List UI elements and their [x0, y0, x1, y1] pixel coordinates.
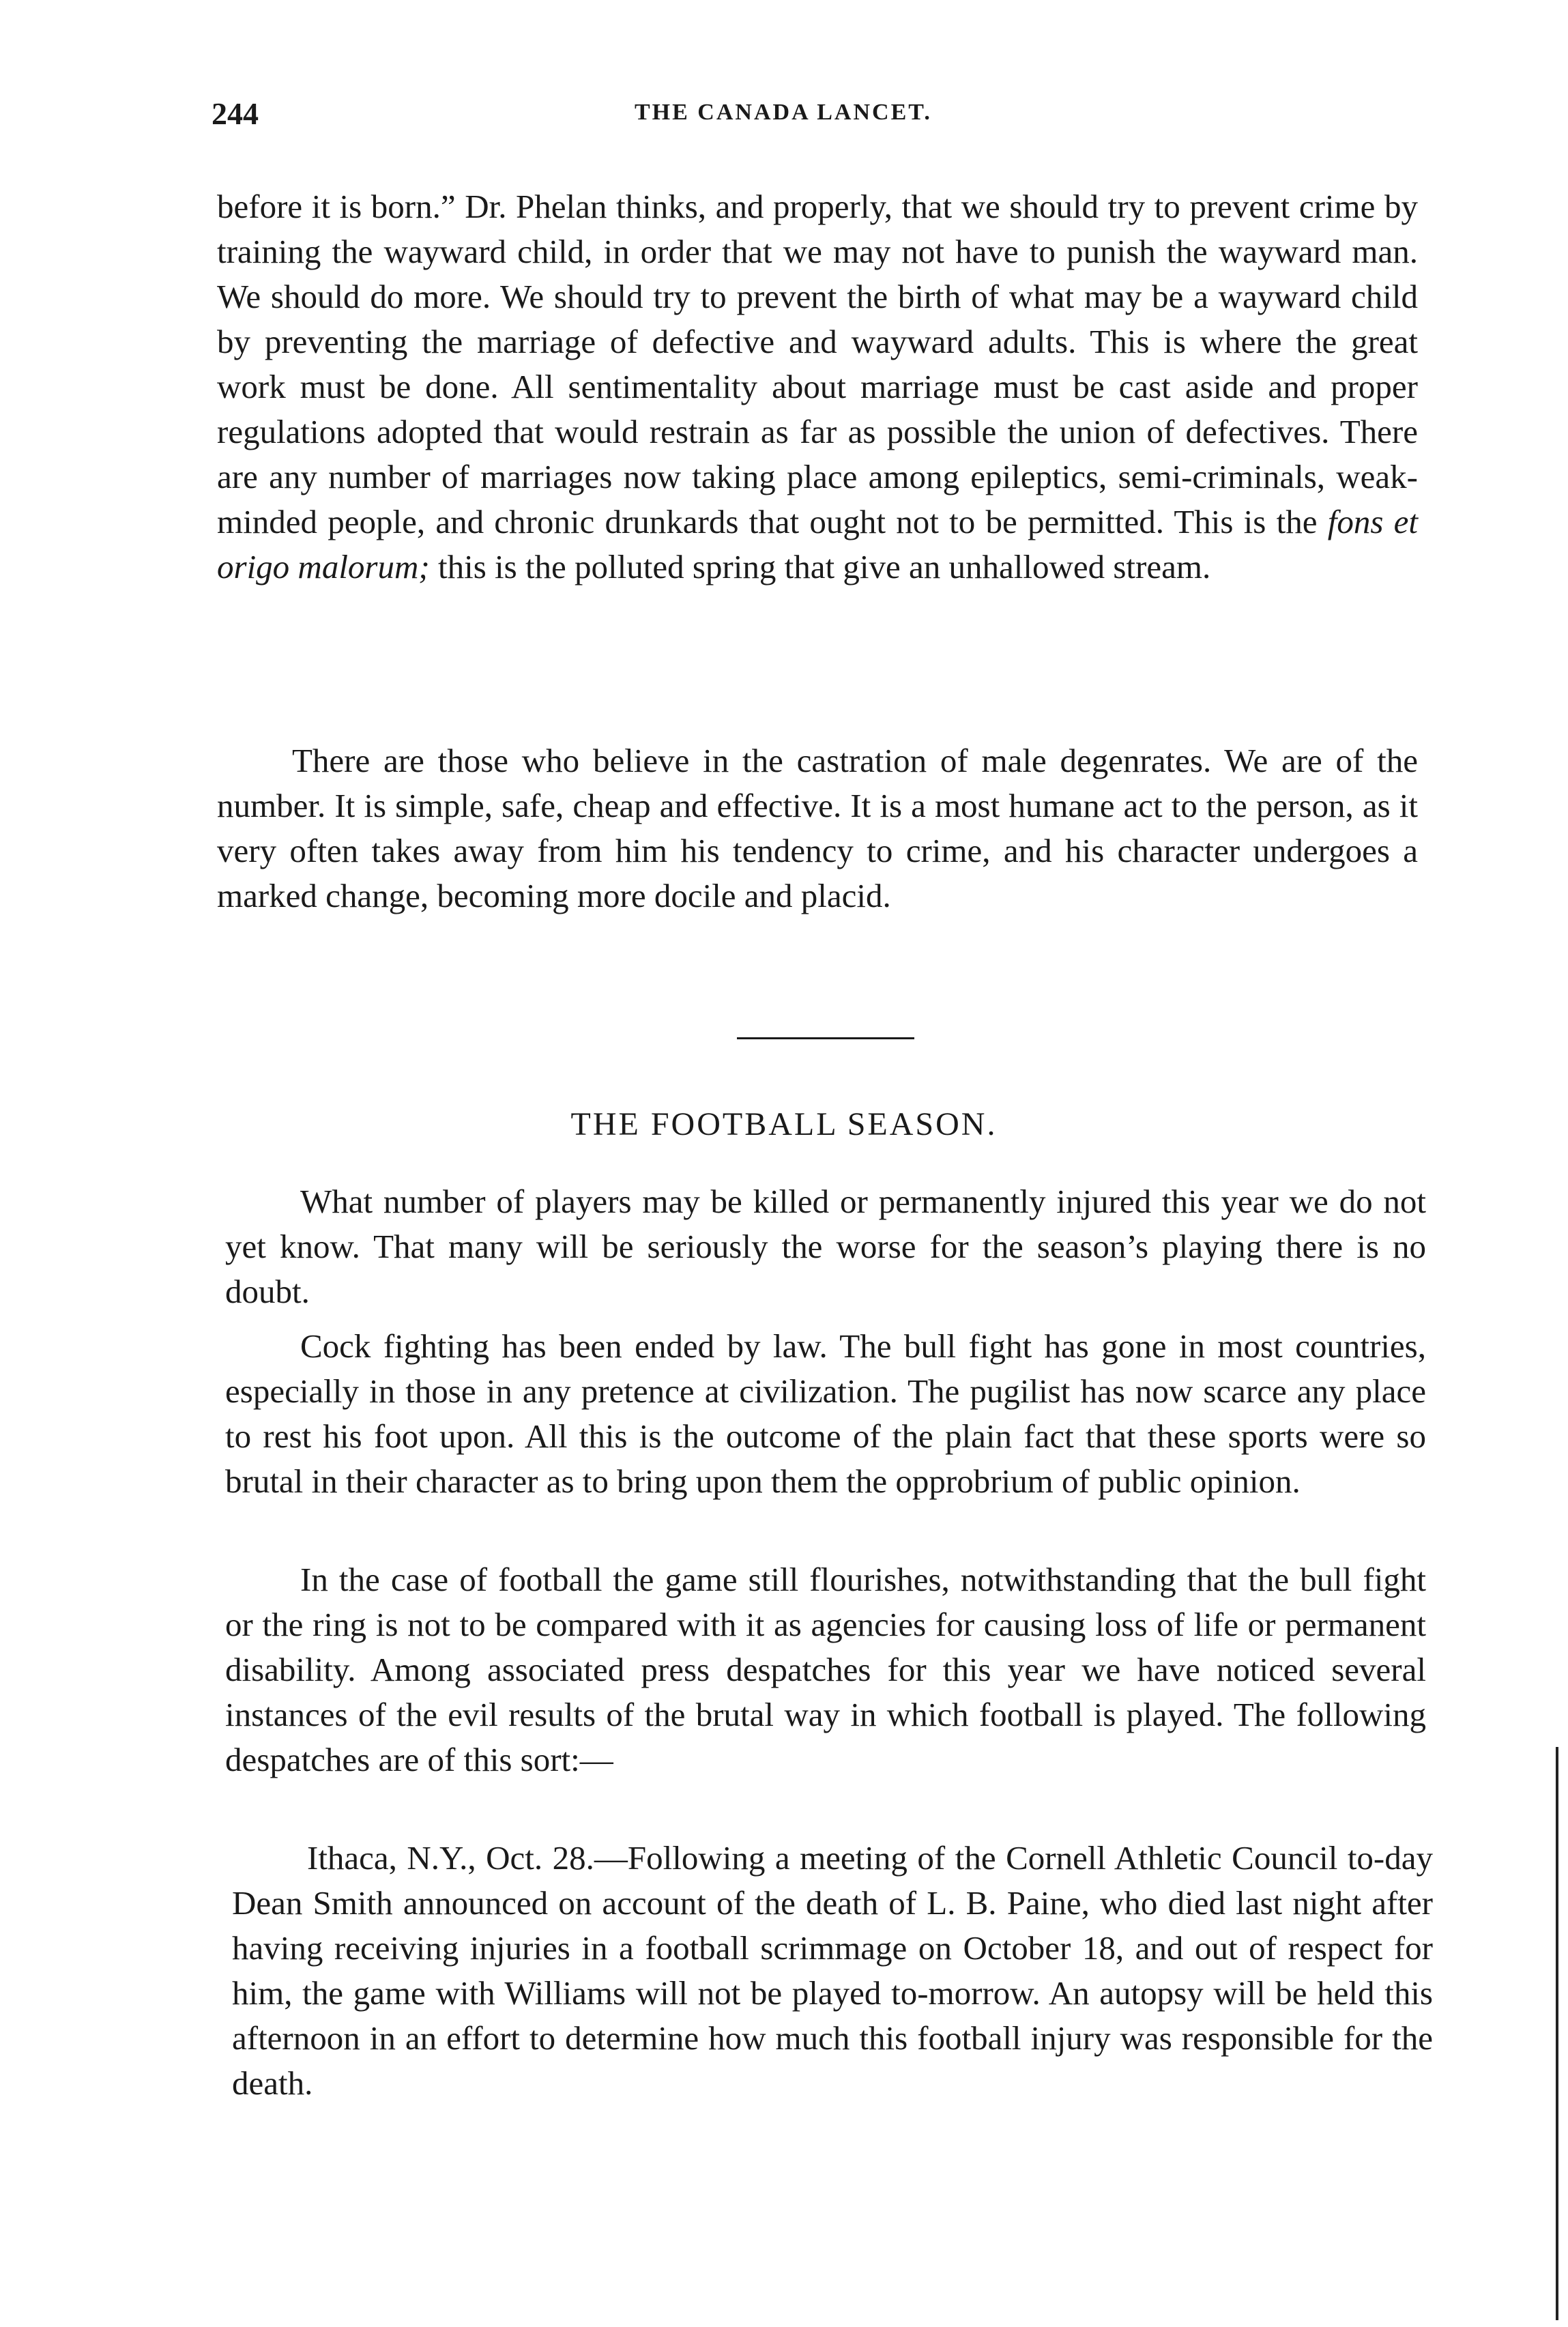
intro-text: before it is born.” Dr. Phelan thinks, and properly, that we should try to prevent crime by training the wayward child, in order that we may not have to punish the wayward man. We should do more. We should try to prevent the birth of what may be a wayward child by preventing the marriage of defective and wayward adults. This is where the great work must be done. All sentimentality about marriage must be cast aside and proper regulations adopted that would restrain as far as possible the union of defectives. There are any number of marriages now taking place among epileptics, semi-criminals, weak-minded people, and chronic drunkards that ought not to be permitted. This is the: [217, 188, 1418, 540]
intro-paragraph-2: [217, 738, 1418, 919]
section-paragraph-2: [225, 1324, 1426, 1504]
paragraph-text: Cock fighting has been ended by law. The bull fight has gone in most countries, especially in those in any pretence at civilization. The pugilist has now scarce any place to rest his foot upon. All this is the outcome of the plain fact that these sports were so brutal in their character as to bring upon them the opprobrium of public opinion.: [225, 1327, 1426, 1500]
paragraph-text: There are those who believe in the castration of male degenrates. We are of the number. It is simple, safe, cheap and effective. It is a most humane act to the person, as it very often takes away from him his tendency to crime, and his character undergoes a marked change, becoming more docile and placid.: [217, 742, 1418, 914]
section-paragraph-3: [225, 1557, 1426, 1782]
paragraph-text: What number of players may be killed or permanently injured this year we do not yet know. That many will be seriously the worse for the season’s playing there is no doubt.: [225, 1183, 1426, 1310]
section-divider: [737, 1037, 914, 1039]
paragraph-text: Ithaca, N.Y., Oct. 28.—Following a meeting of the Cornell Athletic Council to-day Dean Smith announced on account of the death of L. B. Paine, who died last night after having receiving injuries in a football scrimmage on October 18, and out of respect for him, the game with Williams will not be played to-morrow. An autopsy will be held this afternoon in an effort to determine how much this football injury was responsible for the death.: [232, 1839, 1433, 2102]
margin-scan-mark: [1556, 1747, 1558, 2320]
page-header: [212, 96, 1426, 136]
section-title: THE FOOTBALL SEASON.: [570, 1106, 998, 1142]
intro-paragraph-1: [217, 184, 1418, 590]
section-paragraph-1: [225, 1179, 1426, 1314]
running-title: THE CANADA LANCET.: [635, 100, 932, 125]
page-number: 244: [212, 96, 259, 131]
intro-text-end: this is the polluted spring that give an unhallowed stream.: [429, 548, 1211, 586]
section-paragraph-4: [232, 1836, 1433, 2106]
latin-phrase: fons et origo malorum;: [217, 503, 1419, 586]
paragraph-text: In the case of football the game still flourishes, notwithstanding that the bull fight or the ring is not to be compared with it as agencies for causing loss of life or permanent disability. Among associated press despatches for this year we have noticed several instances of the evil results of the brutal way in which football is played. The following despatches are of this sort:—: [225, 1561, 1426, 1778]
